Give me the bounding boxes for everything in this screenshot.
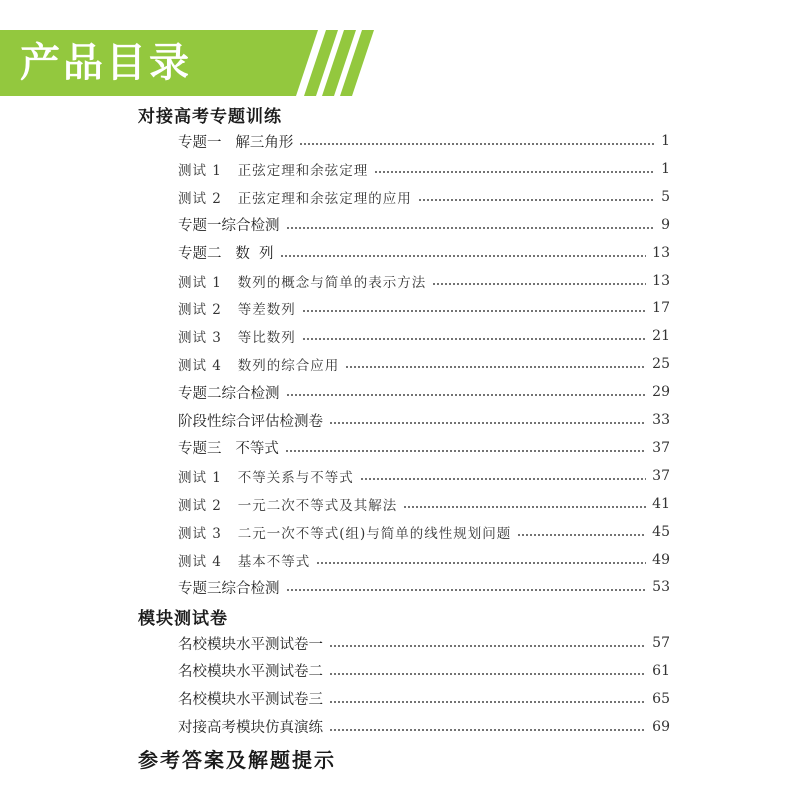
toc-entry-label: 阶段性综合评估检测卷 xyxy=(178,413,323,430)
toc-entry-label: 专题二综合检测 xyxy=(178,385,280,402)
toc-entry xyxy=(178,522,670,542)
section-title-special-training: 对接高考专题训练 xyxy=(138,107,282,127)
toc-entry-page-number: 1 xyxy=(661,133,670,149)
dot-leader xyxy=(360,478,646,480)
catalog-banner xyxy=(0,30,382,96)
toc-entry-page-number: 13 xyxy=(652,272,670,289)
toc-entry-label: 测试 3 二元一次不等式(组)与简单的线性规划问题 xyxy=(178,525,512,542)
dot-leader xyxy=(329,729,646,731)
banner-title: 产品目录 xyxy=(20,40,192,86)
dot-leader xyxy=(285,450,646,452)
toc-entry xyxy=(178,187,670,207)
toc-entry xyxy=(178,550,670,570)
toc-entry-page-number: 29 xyxy=(652,384,670,401)
toc-entry-label: 对接高考模块仿真演练 xyxy=(178,720,323,737)
toc-entry-page-number: 21 xyxy=(652,328,670,345)
toc-entry xyxy=(178,215,670,235)
toc-entry-label: 专题三 不等式 xyxy=(178,441,279,458)
toc-entry-page-number: 13 xyxy=(652,244,670,261)
toc-entry xyxy=(178,494,670,514)
toc-entry-page-number: 17 xyxy=(652,300,670,317)
toc-entry-page-number: 37 xyxy=(652,439,670,456)
toc-entry-page-number: 57 xyxy=(652,635,670,651)
toc-entry-page-number: 41 xyxy=(652,495,670,512)
dot-leader xyxy=(329,673,646,675)
toc-entry xyxy=(178,243,670,263)
toc-entry-label: 专题三综合检测 xyxy=(178,580,280,597)
dot-leader xyxy=(345,366,646,368)
dot-leader xyxy=(432,283,646,285)
toc-entry-page-number: 9 xyxy=(661,216,670,233)
toc-entry xyxy=(178,410,670,430)
toc-entry-label: 测试 3 等比数列 xyxy=(178,330,296,347)
toc-entry-page-number: 53 xyxy=(652,579,670,596)
toc-entry xyxy=(178,271,670,291)
dot-leader xyxy=(316,562,646,564)
toc-entry-label: 测试 2 正弦定理和余弦定理的应用 xyxy=(178,190,412,207)
dot-leader xyxy=(418,199,655,201)
toc-entry xyxy=(178,577,670,597)
dot-leader xyxy=(329,422,646,424)
dot-leader xyxy=(403,506,646,508)
toc-entry-label: 测试 2 等差数列 xyxy=(178,302,296,319)
toc-entry-page-number: 1 xyxy=(661,160,670,177)
toc-entry xyxy=(178,438,670,458)
toc-entry xyxy=(178,298,670,318)
toc-entry-page-number: 65 xyxy=(652,690,670,707)
toc-entry xyxy=(178,466,670,486)
section-title-module-tests: 模块测试卷 xyxy=(138,609,228,629)
dot-leader xyxy=(299,143,655,145)
toc-entry-label: 测试 4 基本不等式 xyxy=(178,553,311,570)
toc-entry-page-number: 25 xyxy=(652,356,670,373)
toc-entry xyxy=(178,131,670,151)
dot-leader xyxy=(374,171,655,173)
dot-leader xyxy=(302,338,646,340)
toc-entry xyxy=(178,717,670,737)
toc-entry-label: 专题一综合检测 xyxy=(178,218,280,235)
toc-entry-label: 名校模块水平测试卷二 xyxy=(178,664,323,681)
toc-entry-page-number: 69 xyxy=(652,718,670,735)
dot-leader xyxy=(286,589,647,591)
dot-leader xyxy=(329,701,646,703)
toc-entry xyxy=(178,661,670,681)
dot-leader xyxy=(517,534,646,536)
toc-entry-label: 名校模块水平测试卷一 xyxy=(178,636,323,653)
toc-entry-label: 测试 1 正弦定理和余弦定理 xyxy=(178,162,369,179)
toc-entry xyxy=(178,382,670,402)
toc-entry xyxy=(178,689,670,709)
toc-entry xyxy=(178,354,670,374)
toc-entry-label: 测试 2 一元二次不等式及其解法 xyxy=(178,497,398,514)
toc-entry-page-number: 45 xyxy=(652,523,670,540)
toc-entry-page-number: 33 xyxy=(652,412,670,428)
toc-entry-label: 测试 1 数列的概念与简单的表示方法 xyxy=(178,274,427,291)
answers-section-title: 参考答案及解题提示 xyxy=(138,748,336,772)
toc-entry xyxy=(178,326,670,346)
dot-leader xyxy=(280,255,647,257)
dot-leader xyxy=(286,227,656,229)
toc-entry-label: 名校模块水平测试卷三 xyxy=(178,692,323,709)
toc-entry-page-number: 37 xyxy=(652,467,670,484)
toc-entry-page-number: 49 xyxy=(652,551,670,568)
toc-entry-page-number: 5 xyxy=(661,188,670,205)
dot-leader xyxy=(302,310,646,312)
toc-entry xyxy=(178,159,670,179)
toc-entry-page-number: 61 xyxy=(652,662,670,679)
dot-leader xyxy=(286,394,647,396)
toc-entry-label: 专题二 数 列 xyxy=(178,246,274,263)
toc-entry-label: 测试 4 数列的综合应用 xyxy=(178,358,340,375)
toc-entry-label: 专题一 解三角形 xyxy=(178,134,294,151)
toc-entry xyxy=(178,633,670,653)
dot-leader xyxy=(329,645,646,647)
toc-entry-label: 测试 1 不等关系与不等式 xyxy=(178,469,354,486)
